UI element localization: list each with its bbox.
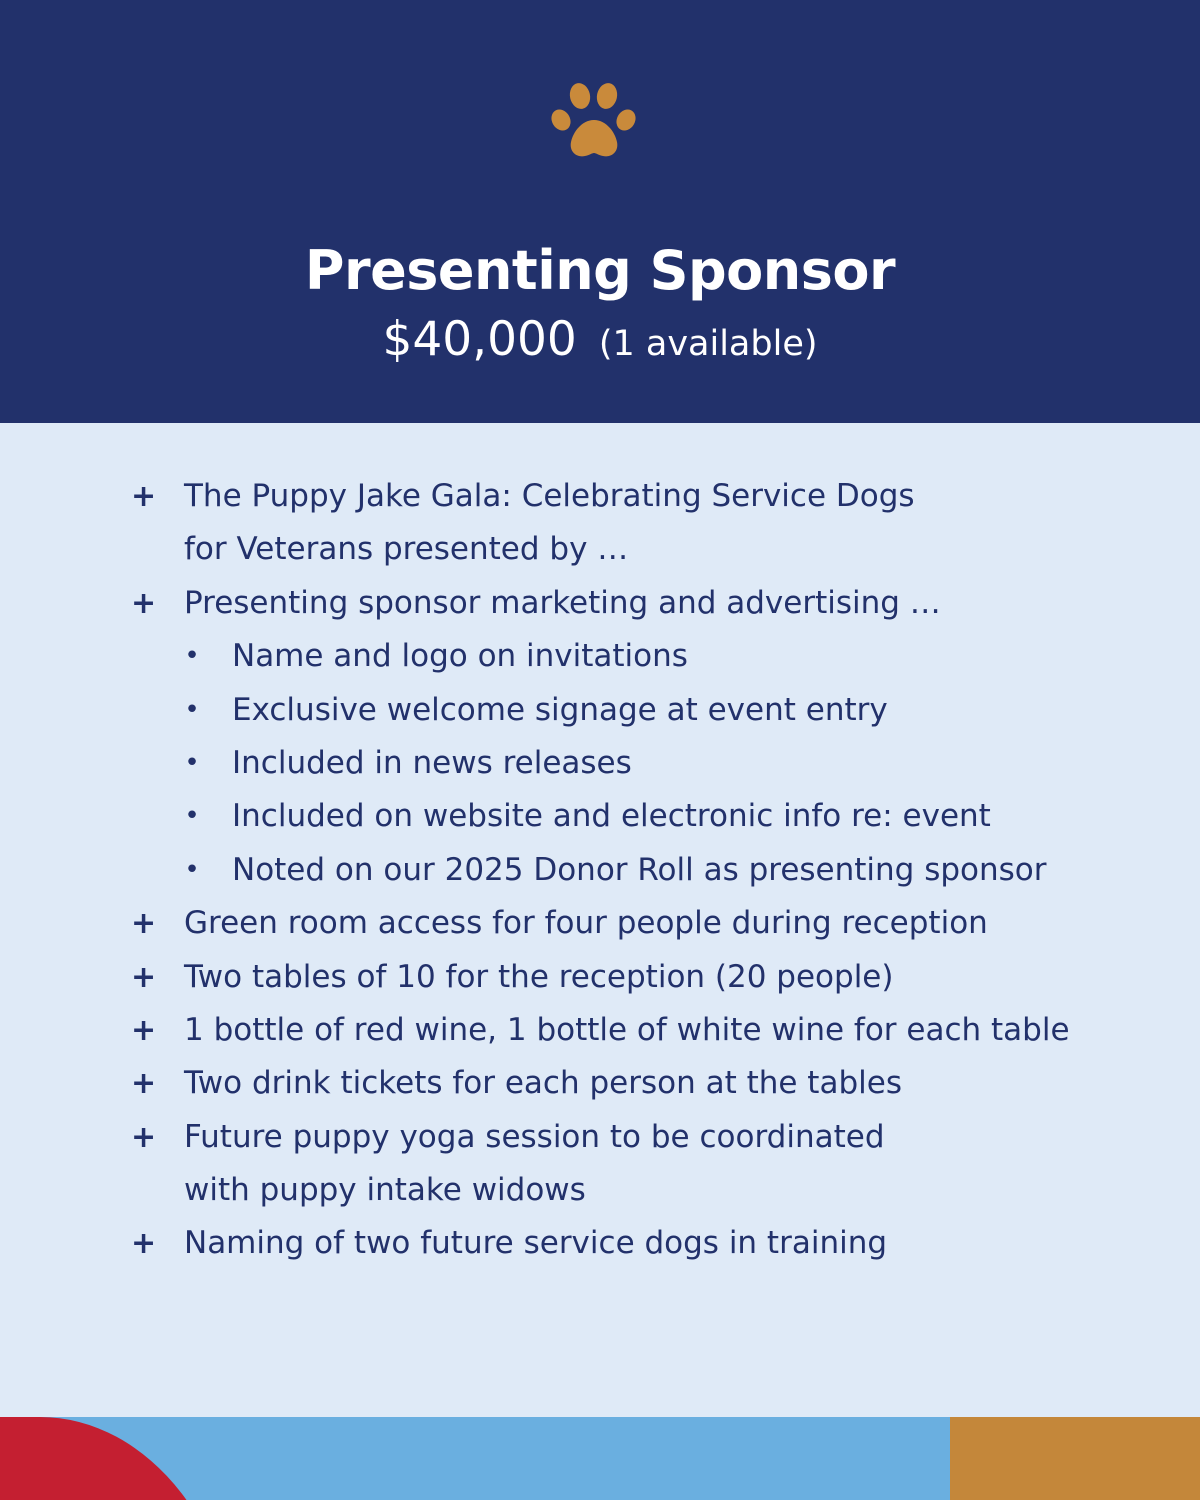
list-item	[0, 1217, 1200, 1270]
list-item-text: for Veterans presented by …	[184, 531, 629, 568]
bullet-icon: •	[184, 641, 200, 672]
list-item-text: Included on website and electronic info re: event	[232, 798, 991, 835]
list-item	[0, 951, 1200, 1004]
sub-list-item	[0, 684, 1200, 737]
list-item	[0, 1004, 1200, 1057]
sponsor-price: $40,000	[382, 312, 577, 367]
sub-list-item	[0, 790, 1200, 843]
paw-print-icon	[549, 76, 639, 160]
list-item-text: Name and logo on invitations	[232, 638, 688, 675]
page-title: Presenting Sponsor	[304, 239, 896, 302]
plus-icon: +	[131, 959, 157, 995]
list-item-text: Future puppy yoga session to be coordinated	[184, 1118, 885, 1155]
list-item-text: Included in news releases	[232, 744, 632, 781]
list-item-continuation	[0, 523, 1200, 576]
list-item-text: Two tables of 10 for the reception (20 people)	[184, 958, 894, 995]
list-item	[0, 470, 1200, 523]
bullet-icon: •	[184, 694, 200, 725]
bullet-icon: •	[184, 854, 200, 885]
list-item	[0, 897, 1200, 950]
sub-list-item	[0, 737, 1200, 790]
list-item-text: Two drink tickets for each person at the tables	[184, 1065, 902, 1102]
header-banner	[0, 0, 1200, 423]
list-item-text: The Puppy Jake Gala: Celebrating Service Dogs	[184, 478, 915, 514]
footer-gold-block	[950, 1417, 1200, 1500]
list-item-text: Exclusive welcome signage at event entry	[232, 691, 888, 728]
plus-icon: +	[131, 906, 157, 942]
plus-icon: +	[131, 1066, 157, 1102]
plus-icon: +	[131, 1226, 157, 1262]
plus-icon: +	[131, 1119, 157, 1155]
price-line	[0, 310, 1200, 380]
list-item-text: 1 bottle of red wine, 1 bottle of white wine for each table	[184, 1011, 1070, 1048]
benefits-list	[0, 470, 1200, 1271]
plus-icon: +	[131, 1012, 157, 1048]
bullet-icon: •	[184, 801, 200, 832]
list-item-continuation	[0, 1164, 1200, 1217]
list-item	[0, 1057, 1200, 1110]
plus-icon: +	[131, 479, 157, 514]
sub-list-item	[0, 630, 1200, 683]
availability-note: (1 available)	[598, 324, 818, 364]
sub-list-item	[0, 844, 1200, 897]
plus-icon: +	[131, 585, 157, 621]
bullet-icon: •	[184, 747, 200, 778]
list-item-text: Presenting sponsor marketing and advertising …	[184, 584, 941, 621]
list-item-text: Noted on our 2025 Donor Roll as presenting sponsor	[232, 851, 1047, 888]
footer-red-shape	[0, 1417, 240, 1500]
list-item-text: with puppy intake widows	[184, 1172, 586, 1209]
footer-decoration	[0, 1417, 1200, 1500]
list-item	[0, 577, 1200, 630]
list-item-text: Naming of two future service dogs in training	[184, 1225, 888, 1262]
list-item-text: Green room access for four people during reception	[184, 905, 988, 942]
list-item	[0, 1111, 1200, 1164]
